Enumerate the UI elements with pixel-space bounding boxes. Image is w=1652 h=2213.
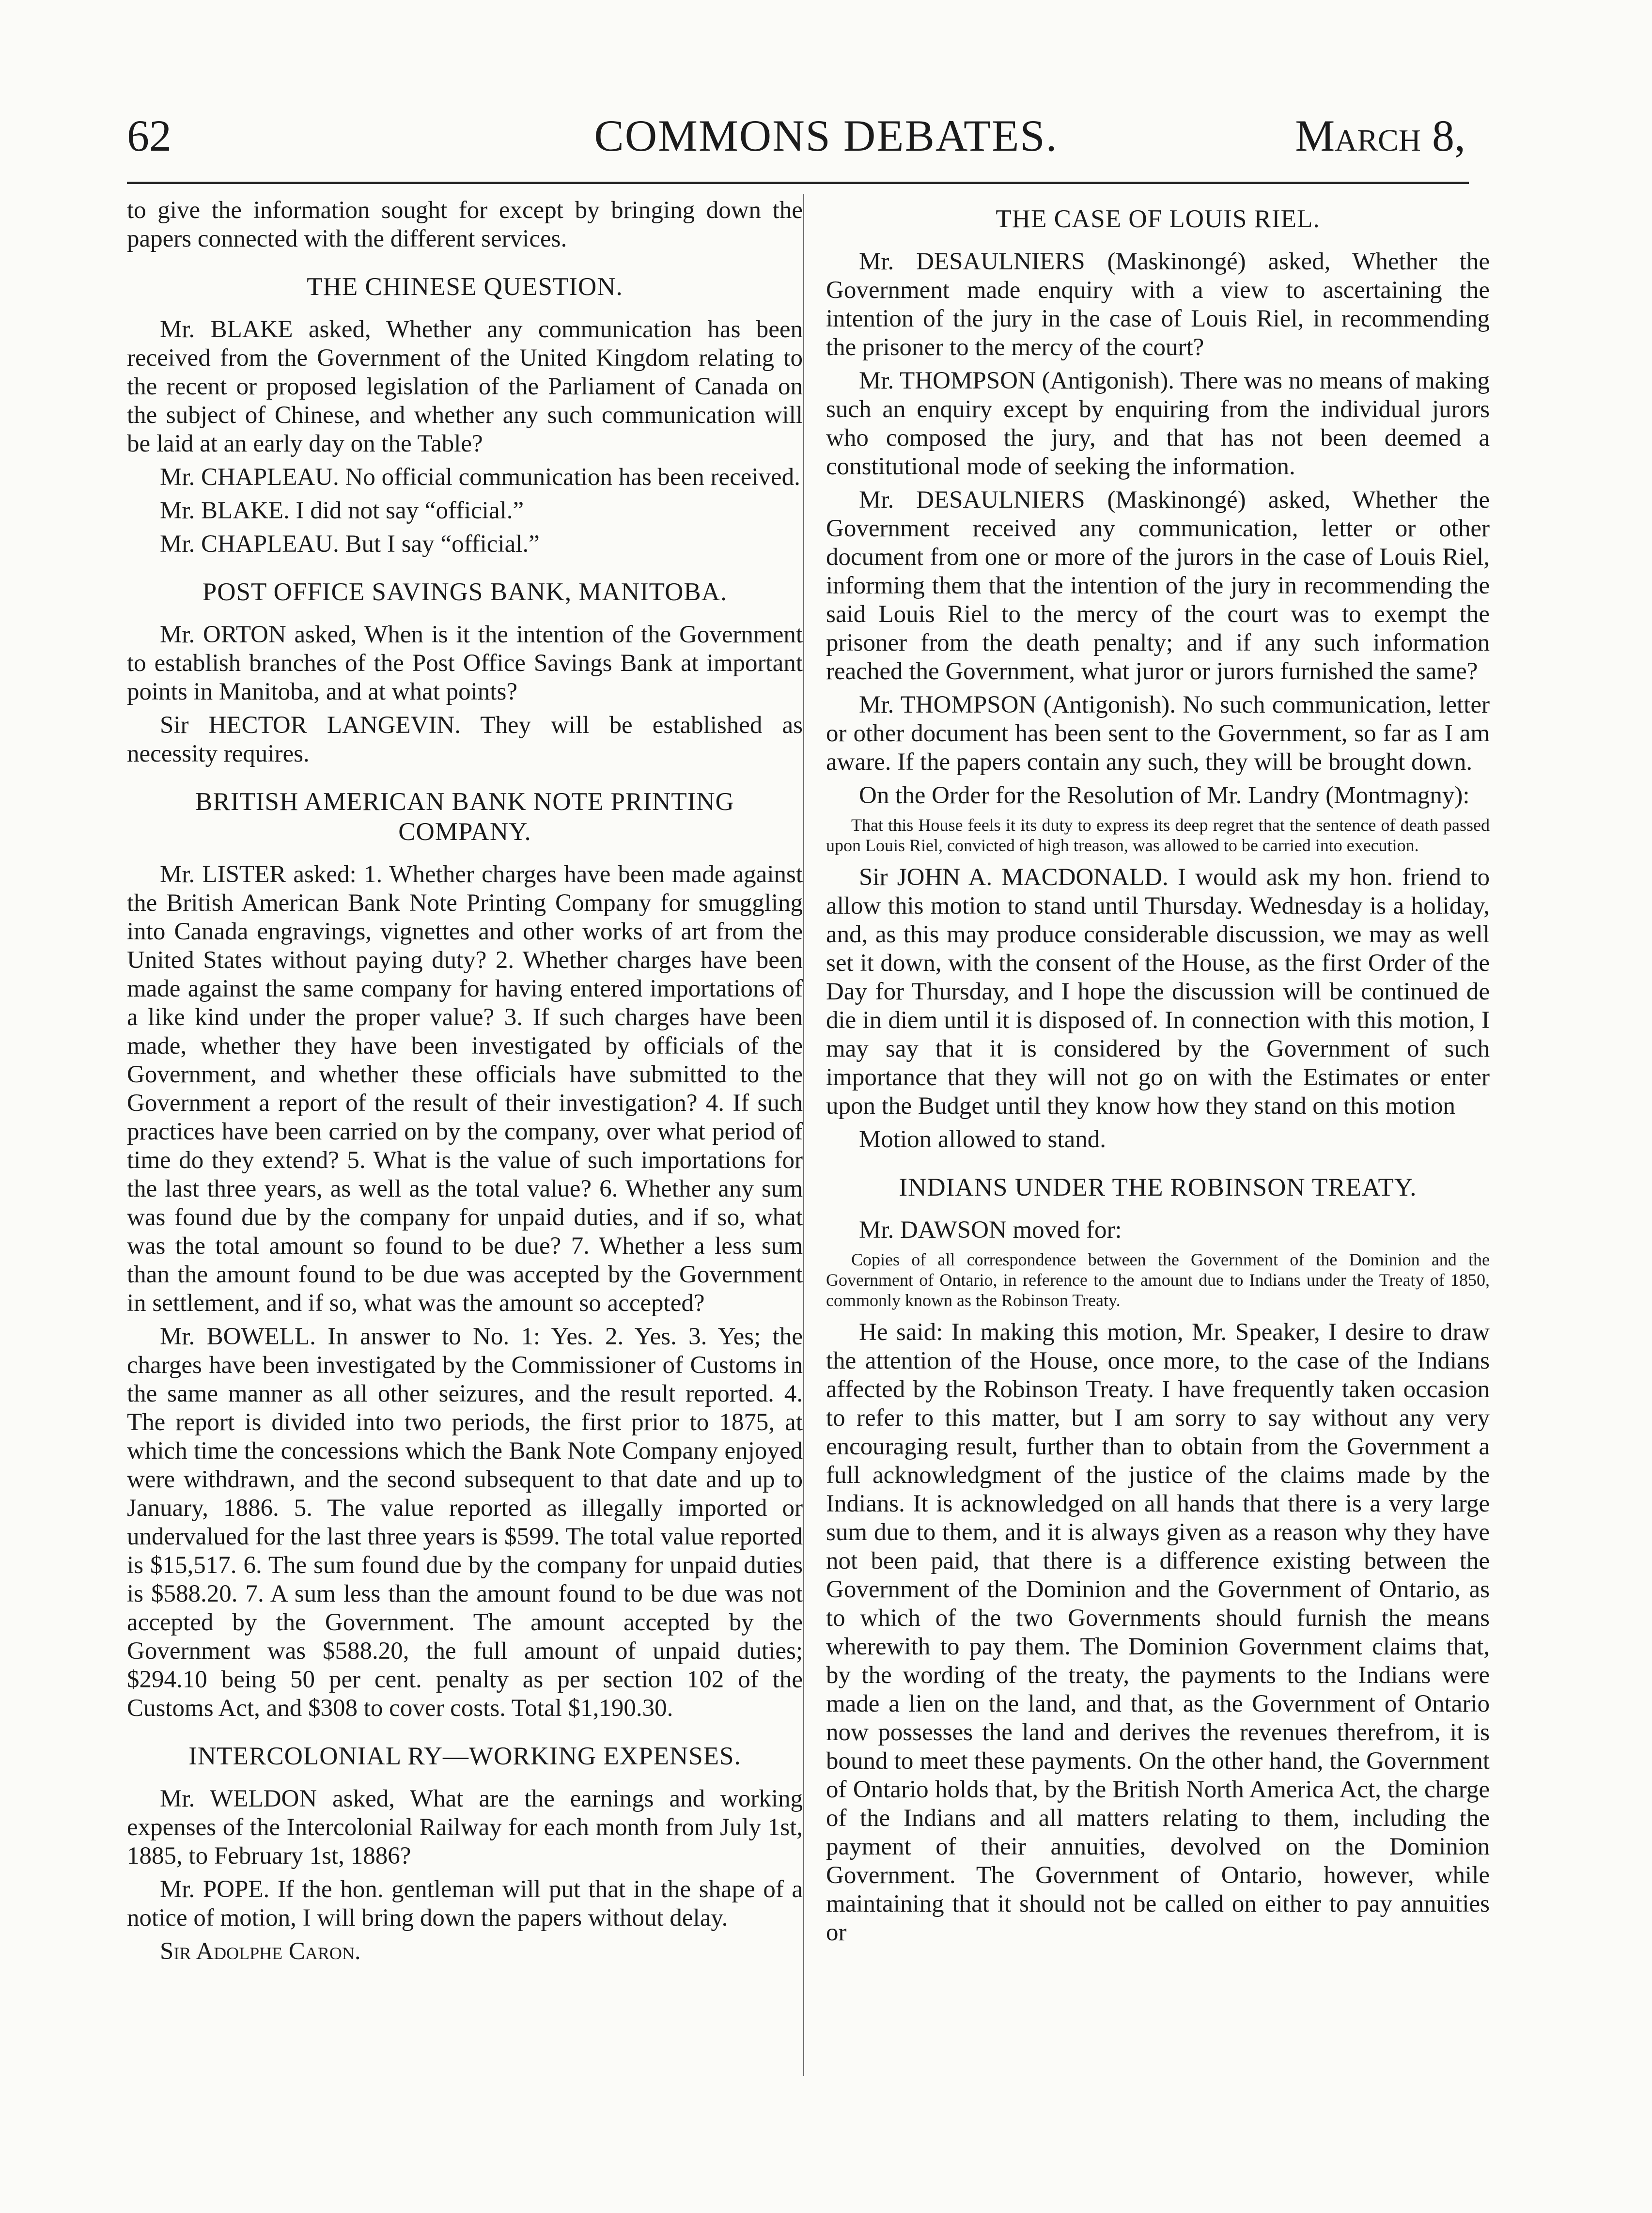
paragraph: Mr. DAWSON moved for: xyxy=(859,1216,1122,1244)
paragraph: Mr. CHAPLEAU. But I say “official.” xyxy=(160,530,540,558)
paragraph: Mr. THOMPSON (Antigonish). There was no means of making such an enquiry except by enquiring from the individual jurors who composed the jury, and that has not been deemed a constitutional mode of seeking the information. xyxy=(826,367,1490,480)
paragraph: He said: In making this motion, Mr. Speaker, I desire to draw the attention of the House, once more, to the case of the Indians affected by the Robinson Treaty. I have frequently taken occasion to refer to this matter, but I am sorry to say without any very encouraging result, further than to obtain from the Government a full acknowledgment of the justice of the claims made by the Indians. It is acknowledged on all hands that there is a very large sum due to them, and it is always given as a reason why they have not been paid, that there is a difference existing between the Government of the Dominion and the Government of Ontario, as to which of the two Governments should furnish the means wherewith to pay them. The Dominion Government claims that, by the wording of the treaty, the payments to the Indians were made a lien on the land, and that, as the Government of Ontario now possesses the land and derives the revenues therefrom, it is bound to meet these payments. On the other hand, the Government of Ontario holds that, by the British North America Act, the charge of the Indians and all matters relating to them, including the payment of their annuities, devolved on the Dominion Government. The Government of Ontario, however, while maintaining that it should not be called on either to pay annuities or xyxy=(826,1319,1490,1946)
section-heading: POST OFFICE SAVINGS BANK, MANITOBA. xyxy=(202,578,728,606)
page-number: 62 xyxy=(127,111,171,160)
paragraph: Mr. ORTON asked, When is it the intention of the Government to establish branches of the Post Office Savings Bank at important points in Manitoba, and at what points? xyxy=(127,621,803,705)
section-heading: THE CHINESE QUESTION. xyxy=(307,273,623,301)
paragraph: Mr. THOMPSON (Antigonish). No such communication, letter or other document has been sent to the Government, so far as I am aware. If the papers contain any such, they will be brought down. xyxy=(826,691,1490,776)
paragraph: Mr. LISTER asked: 1. Whether charges have been made against the British American Bank Note Printing Company for smuggling into Canada engravings, vignettes and other works of art from the United States without paying duty? 2. Whether charges have been made against the same company for having entered importations of a like kind under the proper value? 3. If such charges have been made, whether they have been investigated by officials of the Government, and whether these officials have submitted to the Government a report of the result of their investigation? 4. If such practices have been carried on by the company, over what period of time do they extend? 5. What is the value of such importations for the last three years, as well as the total value? 6. Whether any sum was found due by the company for unpaid duties, and if so, what was the total amount so found to be due? 7. Whether a less sum than the amount found to be due was accepted by the Government in settlement, and if so, what was the amount so accepted? xyxy=(127,861,803,1317)
paragraph: Mr. BOWELL. In answer to No. 1: Yes. 2. Yes. 3. Yes; the charges have been investigated by the Commissioner of Customs in the same manner as all other seizures, and the result reported. 4. The report is divided into two periods, the first prior to 1875, at which time the concessions which the Bank Note Company enjoyed were withdrawn, and the second subsequent to that date and up to January, 1886. 5. The value reported as illegally imported or undervalued for the last three years is $599. The total value reported is $15,517. 6. The sum found due by the company for unpaid duties is $588.20. 7. A sum less than the amount found to be due was not accepted by the Government. The amount accepted by the Government was $588.20, the full amount of unpaid duties; $294.10 being 50 per cent. penalty as per section 102 of the Customs Act, and $308 to cover costs. Total $1,190.30. xyxy=(127,1323,803,1722)
paragraph: Mr. POPE. If the hon. gentleman will put that in the shape of a notice of motion, I will bring down the papers without delay. xyxy=(127,1876,803,1932)
paragraph: Motion allowed to stand. xyxy=(859,1126,1106,1153)
section-heading: INDIANS UNDER THE ROBINSON TREATY. xyxy=(899,1173,1417,1201)
column-divider xyxy=(803,194,804,2076)
paragraph: Mr. BLAKE asked, Whether any communication has been received from the Government of the United Kingdom relating to the recent or proposed legislation of the Parliament of Canada on the subject of Chinese, and whether any such communication will be laid at an early day on the Table? xyxy=(127,316,803,457)
quoted-motion: Copies of all correspondence between the Government of the Dominion and the Government of Ontario, in reference to the amount due to Indians under the Treaty of 1850, commonly known as the Robinson Treaty. xyxy=(826,1250,1490,1310)
section-heading: BRITISH AMERICAN BANK NOTE PRINTING COMPANY. xyxy=(195,788,734,846)
paragraph: Mr. DESAULNIERS (Maskinongé) asked, Whether the Government made enquiry with a view to ascertaining the intention of the jury in the case of Louis Riel, in recommending the prisoner to the mercy of the court? xyxy=(826,248,1490,361)
left-column xyxy=(127,196,803,1971)
section-heading: THE CASE OF LOUIS RIEL. xyxy=(996,205,1320,233)
section-heading: INTERCOLONIAL RY—WORKING EXPENSES. xyxy=(188,1742,741,1770)
page-date: March 8, xyxy=(1295,111,1465,160)
paragraph: Mr. CHAPLEAU. No official communication has been received. xyxy=(160,464,800,491)
paragraph: Mr. WELDON asked, What are the earnings and working expenses of the Intercolonial Railway for each month from July 1st, 1885, to February 1st, 1886? xyxy=(127,1785,803,1870)
speaker-line: Sir Adolphe Caron. xyxy=(160,1938,361,1965)
quoted-resolution: That this House feels it its duty to express its deep regret that the sentence of death passed upon Louis Riel, convicted of high treason, was allowed to be carried into execution. xyxy=(826,815,1490,855)
paragraph: On the Order for the Resolution of Mr. Landry (Montmagny): xyxy=(859,782,1470,809)
paragraph: Mr. DESAULNIERS (Maskinongé) asked, Whether the Government received any communication, letter or other document from one or more of the jurors in the case of Louis Riel, informing them that the intention of the jury in recommending the said Louis Riel to the mercy of the court was to exempt the prisoner from the death penalty; and if any such information reached the Government, what juror or jurors furnished the same? xyxy=(826,486,1490,685)
header-rule xyxy=(127,182,1469,184)
page-title: COMMONS DEBATES. xyxy=(594,111,1058,160)
paragraph: Sir HECTOR LANGEVIN. They will be established as necessity requires. xyxy=(127,712,803,767)
paragraph: Mr. BLAKE. I did not say “official.” xyxy=(160,497,524,524)
right-column xyxy=(826,196,1490,1952)
paragraph: to give the information sought for except by bringing down the papers connected with the different services. xyxy=(127,197,803,252)
paragraph: Sir JOHN A. MACDONALD. I would ask my hon. friend to allow this motion to stand until Thursday. Wednesday is a holiday, and, as this may produce considerable discussion, we may as well set it down, with the consent of the House, as the first Order of the Day for Thursday, and I hope the discussion will be continued de die in diem until it is disposed of. In connection with this motion, I may say that it is considered by the Government of such importance that they will not go on with the Estimates or enter upon the Budget until they know how they stand on this motion xyxy=(826,864,1490,1120)
